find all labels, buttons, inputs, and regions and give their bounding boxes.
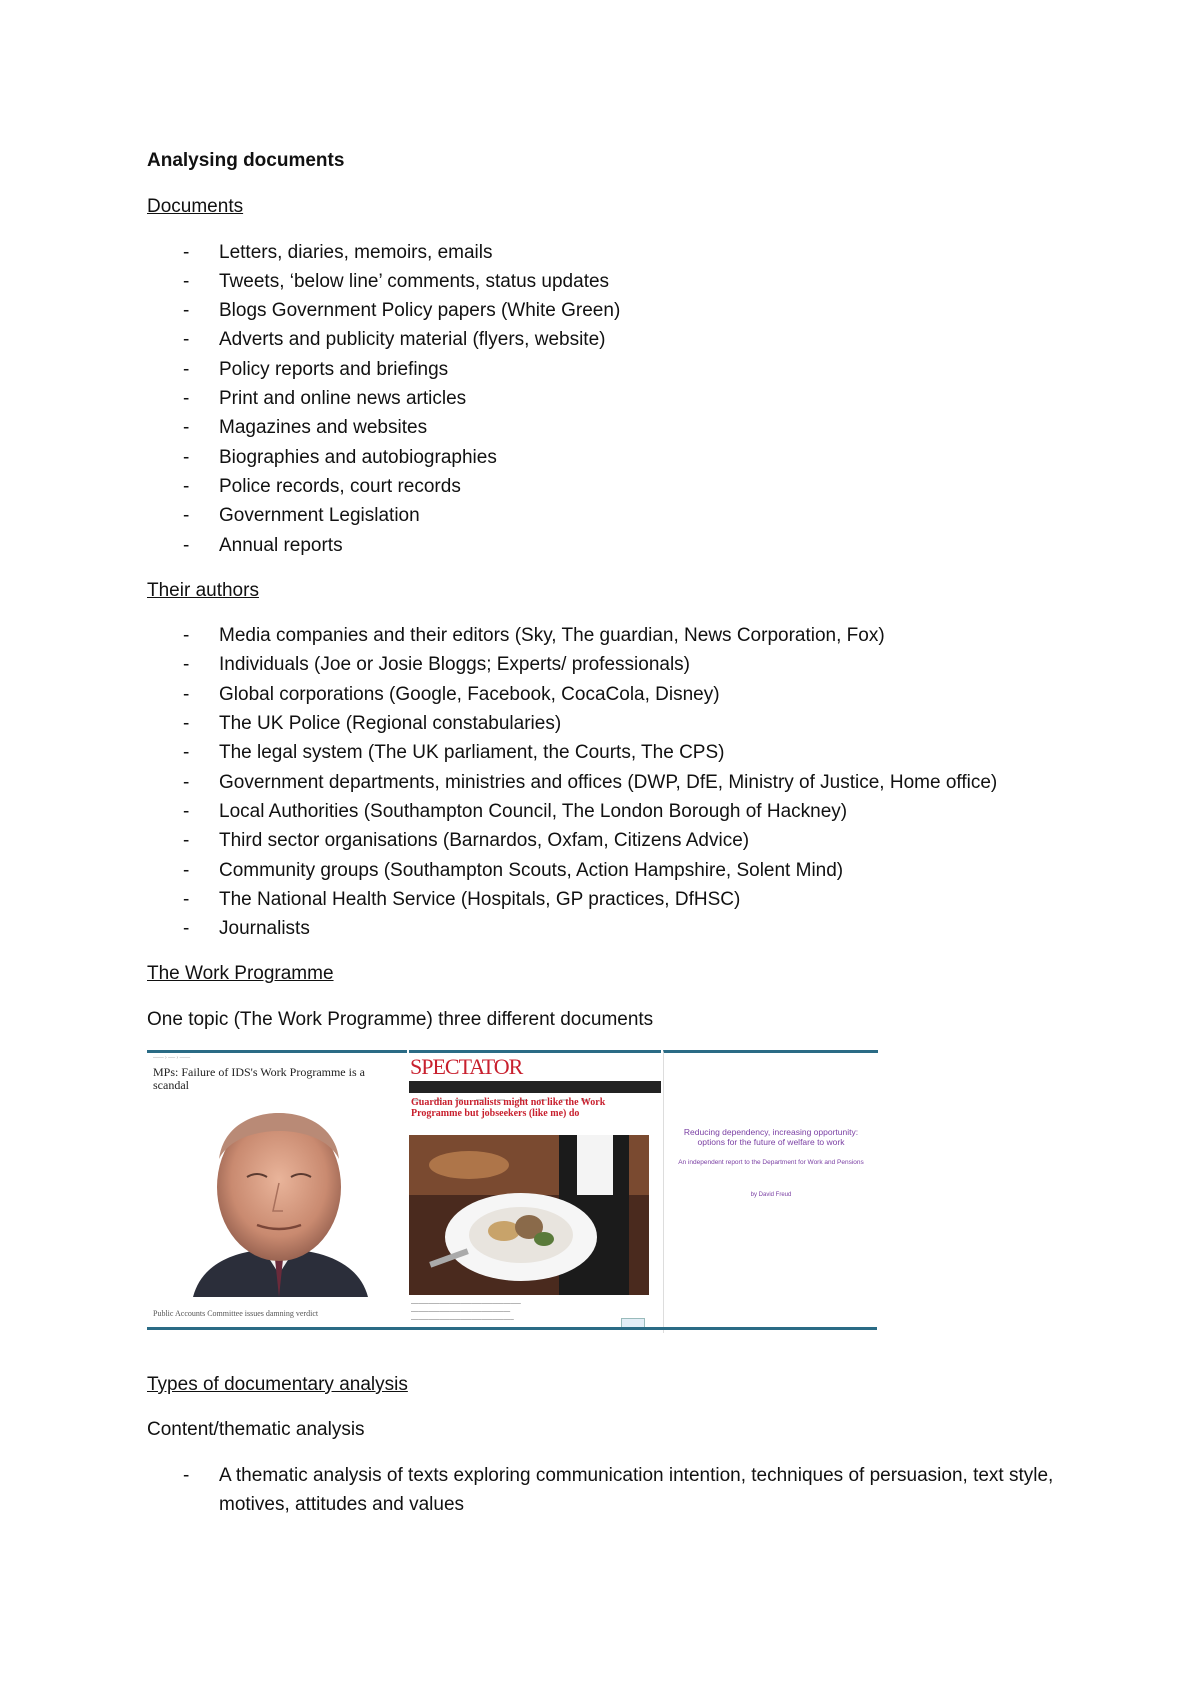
spectator-article-panel	[409, 1050, 661, 1333]
list-item: - Media companies and their editors (Sky, The guardian, News Corporation, Fox)	[183, 625, 885, 647]
types-heading: Types of documentary analysis	[147, 1374, 408, 1396]
list-item: - Third sector organisations (Barnardos, Oxfam, Citizens Advice)	[183, 830, 750, 852]
document-title: Analysing documents	[147, 150, 345, 171]
documents-heading: Documents	[147, 196, 244, 218]
list-item: - Global corporations (Google, Facebook, CocaCola, Disney)	[183, 683, 720, 705]
list-item: - Annual reports	[183, 534, 343, 556]
types-list	[147, 1461, 1087, 1520]
figure-bottom-rule	[147, 1327, 877, 1330]
list-item: - Letters, diaries, memoirs, emails	[183, 241, 493, 263]
spectator-logo: SPECTATOR	[410, 1054, 523, 1080]
report-cover-panel	[663, 1050, 878, 1333]
list-item: - Local Authorities (Southampton Council, The London Borough of Hackney)	[183, 800, 848, 822]
guardian-headline: MPs: Failure of IDS's Work Programme is a scandal	[153, 1065, 365, 1093]
report-author: by David Freud	[750, 1192, 792, 1199]
list-item: - A thematic analysis of texts exploring communication intention, techniques of persuasion, text style, motives, attitudes and values	[183, 1464, 1054, 1515]
work-programme-intro: One topic (The Work Programme) three different documents	[147, 1008, 654, 1030]
documents-list	[147, 238, 1087, 560]
types-subheading: Content/thematic analysis	[147, 1419, 365, 1441]
list-item: - Adverts and publicity material (flyers, website)	[183, 329, 606, 351]
guardian-article-panel	[147, 1050, 407, 1333]
list-item: - Government Legislation	[183, 505, 420, 527]
list-item: - Police records, court records	[183, 475, 461, 497]
authors-list	[147, 621, 1087, 943]
guardian-caption: Public Accounts Committee issues damning verdict	[153, 1309, 319, 1319]
list-item: - Magazines and websites	[183, 417, 428, 439]
list-item: - Community groups (Southampton Scouts, Action Hampshire, Solent Mind)	[183, 859, 844, 881]
authors-heading: Their authors	[147, 579, 259, 601]
portrait-photo	[153, 1099, 405, 1297]
document-content	[147, 146, 1087, 1535]
list-item: - Print and online news articles	[183, 388, 467, 410]
list-item: - Individuals (Joe or Josie Bloggs; Experts/ professionals)	[183, 654, 691, 676]
report-subtitle: An independent report to the Department for Work and Pensions	[678, 1159, 864, 1167]
list-item: - The National Health Service (Hospitals, GP practices, DfHSC)	[183, 888, 741, 910]
breadcrumb-placeholder: ─── › ── › ───	[153, 1055, 191, 1062]
list-item: - Biographies and autobiographies	[183, 446, 497, 468]
list-item: - Policy reports and briefings	[183, 358, 449, 380]
guardian-byline-placeholder	[153, 1315, 228, 1333]
report-title: Reducing dependency, increasing opportunity: options for the future of welfare to work	[683, 1127, 859, 1148]
work-programme-heading: The Work Programme	[147, 963, 334, 985]
three-documents-figure	[147, 1050, 877, 1330]
list-item: - Tweets, ‘below line’ comments, status updates	[183, 270, 610, 292]
spectator-headline: Guardian journalists might not like the Work Programme but jobseekers (like me) do	[411, 1097, 606, 1120]
list-item: - Blogs Government Policy papers (White Green)	[183, 300, 621, 322]
spectator-nav-bar	[409, 1081, 661, 1093]
list-item: - Government departments, ministries and offices (DWP, DfE, Ministry of Justice, Home office)	[183, 771, 998, 793]
list-item: - The legal system (The UK parliament, the Courts, The CPS)	[183, 742, 725, 764]
restaurant-photo	[409, 1135, 649, 1295]
list-item: - The UK Police (Regional constabularies)	[183, 713, 562, 735]
spectator-body-placeholder: ─────────────────────────────── ──────────────────────────── ─────────────────────────────	[411, 1302, 521, 1324]
list-item: - Journalists	[183, 918, 310, 940]
report-cover	[678, 1127, 864, 1210]
